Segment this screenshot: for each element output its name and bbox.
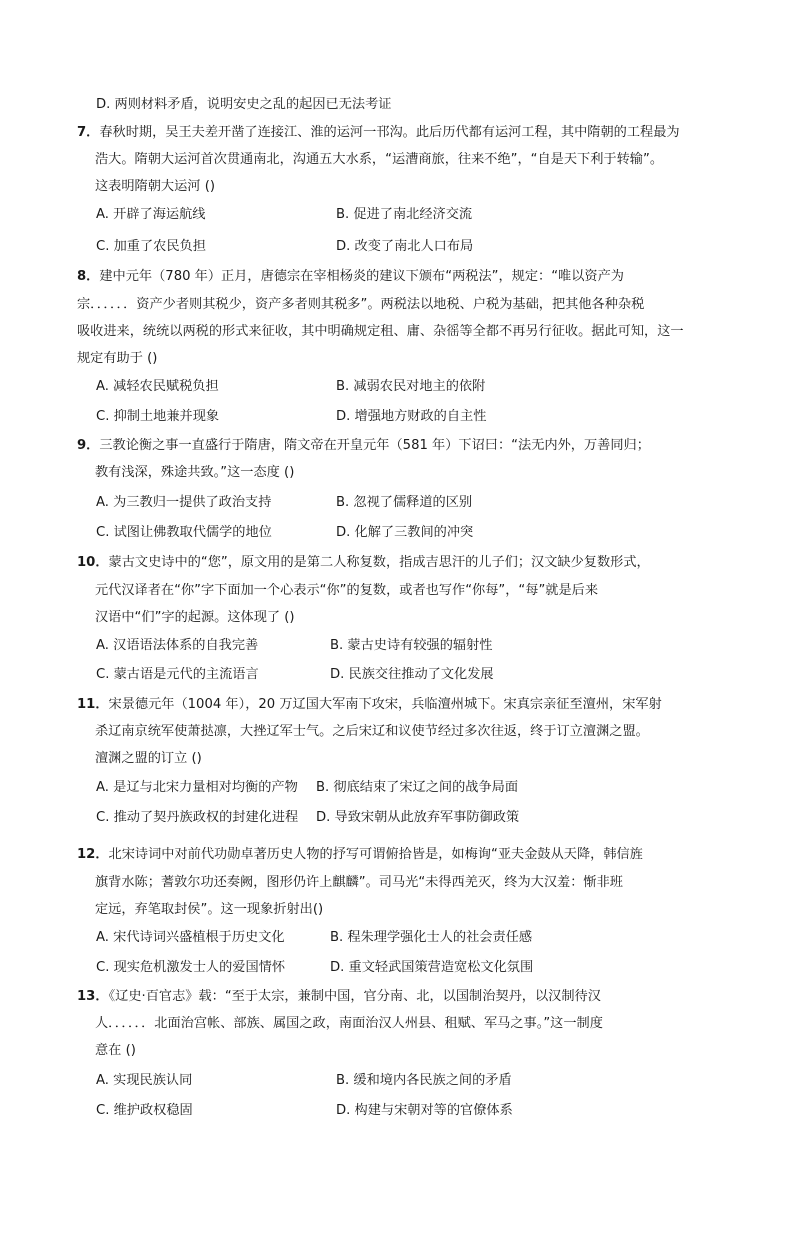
question-line <box>77 124 680 142</box>
question-line <box>77 696 662 714</box>
question-text: 三教论衡之事一直盛行于隋唐，隋文帝在开皇元年（581 年）下诏曰：“法无内外，万善同归； <box>99 438 650 453</box>
option-a: A. 宋代诗词兴盛植根于历史文化 <box>96 930 285 945</box>
question-number: 7． <box>77 125 100 140</box>
option-c: C. 抑制土地兼并现象 <box>96 409 220 424</box>
question-text: 教有浅深，殊途共致。”这一态度 () <box>95 465 295 480</box>
question-text: 宗．．．．．．资产少者则其税少，资产多者则其税多”。两税法以地税、户税为基础，把其他各种杂税 <box>77 297 645 312</box>
question-text: 浩大。隋朝大运河首次贯通南北，沟通五大水系，“运漕商旅，往来不绝”，“自是天下利于转输”。 <box>95 152 664 167</box>
question-text: 人．．．．．．北面治宫帐、部族、属国之政，南面治汉人州县、租赋、军马之事。”这一制度 <box>95 1016 603 1031</box>
option-b: B. 促进了南北经济交流 <box>336 207 473 222</box>
option-a: A. 开辟了海运航线 <box>96 207 206 222</box>
question-line <box>77 988 601 1006</box>
option-a: A. 实现民族认同 <box>96 1073 193 1088</box>
option-c: C. 蒙古语是元代的主流语言 <box>96 667 259 682</box>
question-text: 《辽史·百官志》载：“至于太宗，兼制中国，官分南、北，以国制治契丹，以汉制待汉 <box>108 989 601 1004</box>
option-c: C. 加重了农民负担 <box>96 239 206 254</box>
question-text: 杀辽南京统军使萧挞凛，大挫辽军士气。之后宋辽和议使节经过多次往返，终于订立澶渊之盟。 <box>95 724 649 739</box>
option-a: A. 汉语语法体系的自我完善 <box>96 638 259 653</box>
option-c: C. 试图让佛教取代儒学的地位 <box>96 525 272 540</box>
question-text: 元代汉译者在“你”字下面加一个心表示“你”的复数，或者也写作“你每”，“每”就是后来 <box>95 583 599 598</box>
question-text: 定远，弃笔取封侯”。这一现象折射出() <box>95 902 324 917</box>
question-text: 吸收进来，统统以两税的形式来征收，其中明确规定租、庸、杂徭等全都不再另行征收。据此可知，这一 <box>77 324 684 339</box>
question-text: 建中元年（780 年）正月，唐德宗在宰相杨炎的建议下颁布“两税法”，规定：“唯以资产为 <box>99 269 624 284</box>
question-text: 汉语中“们”字的起源。这体现了 () <box>95 610 295 625</box>
question-number: 10． <box>77 555 109 570</box>
option-c: C. 推动了契丹族政权的封建化进程 <box>96 810 299 825</box>
option-b: B. 蒙古史诗有较强的辐射性 <box>330 638 493 653</box>
option-a: A. 为三教归一提供了政治支持 <box>96 495 272 510</box>
option-b: B. 缓和境内各民族之间的矛盾 <box>336 1073 512 1088</box>
question-text: 蒙古文史诗中的“您”，原文用的是第二人称复数，指成吉思汗的儿子们；汉文缺少复数形式， <box>108 555 650 570</box>
question-text: 宋景德元年（1004 年），20 万辽国大军南下攻宋，兵临澶州城下。宋真宗亲征至澶州，宋军射 <box>108 697 662 712</box>
option-d: D. 化解了三教间的冲突 <box>336 525 474 540</box>
question-text: 意在 () <box>95 1043 136 1058</box>
question-number: 9． <box>77 438 100 453</box>
option-c: C. 维护政权稳固 <box>96 1103 193 1118</box>
option-b: B. 忽视了儒释道的区别 <box>336 495 473 510</box>
question-text: 春秋时期，吴王夫差开凿了连接江、淮的运河一邗沟。此后历代都有运河工程，其中隋朝的工程最为 <box>99 125 680 140</box>
question-number: 11． <box>77 697 109 712</box>
option-a: A. 减轻农民赋税负担 <box>96 379 219 394</box>
question-number: 8． <box>77 269 100 284</box>
option-b: B. 减弱农民对地主的依附 <box>336 379 486 394</box>
question-text: 规定有助于 () <box>77 351 158 366</box>
option-d: D. 改变了南北人口布局 <box>336 239 474 254</box>
question-line <box>77 554 650 572</box>
q6-option-d: D. 两则材料矛盾，说明安史之乱的起因已无法考证 <box>96 97 392 112</box>
option-c: C. 现实危机激发士人的爱国情怀 <box>96 960 286 975</box>
question-line <box>77 437 650 455</box>
question-text: 北宋诗词中对前代功勋卓著历史人物的抒写可谓俯拾皆是，如梅询“亚夫金鼓从天降，韩信旌 <box>108 847 643 862</box>
question-text: 这表明隋朝大运河 () <box>95 179 215 194</box>
option-b: B. 程朱理学强化士人的社会责任感 <box>330 930 533 945</box>
question-number: 12． <box>77 847 109 862</box>
question-line <box>77 268 624 286</box>
option-d: D. 重文轻武国策营造宽松文化氛围 <box>330 960 534 975</box>
option-d: D. 增强地方财政的自主性 <box>336 409 487 424</box>
option-d: D. 民族交往推动了文化发展 <box>330 667 494 682</box>
question-line <box>77 846 643 864</box>
question-number: 13． <box>77 989 109 1004</box>
option-d: D. 构建与宋朝对等的官僚体系 <box>336 1103 513 1118</box>
option-d: D. 导致宋朝从此放弃军事防御政策 <box>316 810 520 825</box>
question-text: 澶渊之盟的订立 () <box>95 751 202 766</box>
option-a: A. 是辽与北宋力量相对均衡的产物 <box>96 780 298 795</box>
question-text: 旗背水陈；蓍敦尔功还奏阙，图形仍许上麒麟”。司马光“未得西羌灭，终为大汉羞：惭非班 <box>95 875 623 890</box>
option-b: B. 彻底结束了宋辽之间的战争局面 <box>316 780 519 795</box>
